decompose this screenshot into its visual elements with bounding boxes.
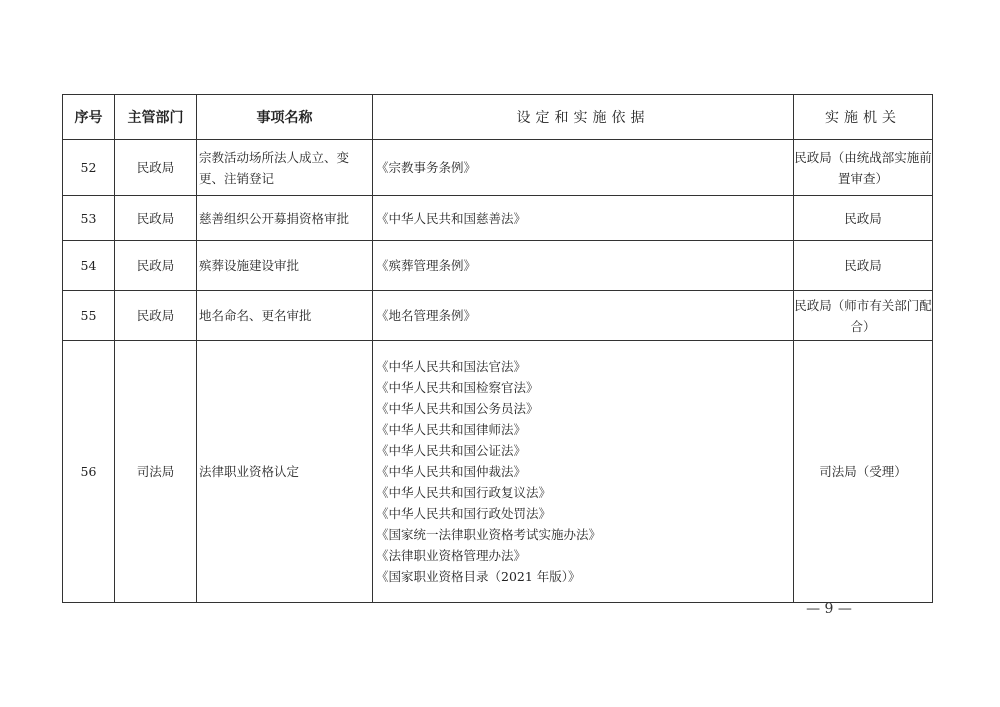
basis-line: 《殡葬管理条例》	[376, 258, 477, 273]
header-dept: 主管部门	[115, 95, 197, 140]
approval-items-table	[62, 94, 933, 603]
row-item: 殡葬设施建设审批	[197, 241, 373, 291]
row-seq: 54	[63, 241, 115, 291]
row-dept: 民政局	[115, 291, 197, 341]
row-item: 地名命名、更名审批	[197, 291, 373, 341]
basis-line: 《中华人民共和国慈善法》	[376, 210, 527, 226]
row-dept: 民政局	[115, 241, 197, 291]
row-dept: 民政局	[115, 140, 197, 196]
basis-line: 《中华人民共和国律师法》	[376, 422, 527, 437]
row-org: 民政局	[794, 241, 933, 291]
row-item: 慈善组织公开募捐资格审批	[197, 196, 373, 241]
row-org: 民政局（师市有关部门配合）	[794, 291, 933, 341]
row-seq: 55	[63, 291, 115, 341]
row-dept: 司法局	[115, 341, 197, 603]
table-row	[63, 291, 933, 341]
row-org: 民政局	[794, 196, 933, 241]
basis-line: 《国家统一法律职业资格考试实施办法》	[376, 527, 602, 542]
table-row	[63, 140, 933, 196]
row-basis	[373, 241, 794, 291]
table-row	[63, 341, 933, 603]
basis-line: 《国家职业资格目录（2021 年版）》	[376, 569, 581, 584]
basis-line: 《法律职业资格管理办法》	[376, 548, 527, 563]
page-number: — 9 —	[806, 601, 852, 617]
row-item: 宗教活动场所法人成立、变更、注销登记	[197, 140, 373, 196]
row-org: 民政局（由统战部实施前置审查）	[794, 140, 933, 196]
basis-line: 《中华人民共和国公证法》	[376, 443, 527, 458]
header-seq: 序号	[63, 95, 115, 140]
table-row	[63, 241, 933, 291]
header-basis: 设定和实施依据	[373, 95, 794, 140]
row-org: 司法局（受理）	[794, 341, 933, 603]
basis-line: 《中华人民共和国仲裁法》	[376, 464, 527, 479]
row-item: 法律职业资格认定	[197, 341, 373, 603]
basis-line: 《中华人民共和国行政复议法》	[376, 485, 552, 500]
basis-line: 《中华人民共和国检察官法》	[376, 380, 539, 395]
row-seq: 52	[63, 140, 115, 196]
basis-line: 《宗教事务条例》	[376, 160, 477, 175]
basis-line: 《地名管理条例》	[376, 308, 477, 323]
row-basis	[373, 291, 794, 341]
header-org: 实施机关	[794, 95, 933, 140]
row-seq: 56	[63, 341, 115, 603]
row-basis	[373, 341, 794, 603]
basis-line: 《中华人民共和国行政处罚法》	[376, 506, 552, 521]
table-header-row	[63, 95, 933, 140]
row-dept: 民政局	[115, 196, 197, 241]
row-basis	[373, 140, 794, 196]
basis-line: 《中华人民共和国公务员法》	[376, 401, 539, 416]
basis-line: 《中华人民共和国法官法》	[376, 359, 527, 374]
row-basis	[373, 196, 794, 241]
table-row	[63, 196, 933, 241]
row-seq: 53	[63, 196, 115, 241]
header-item: 事项名称	[197, 95, 373, 140]
